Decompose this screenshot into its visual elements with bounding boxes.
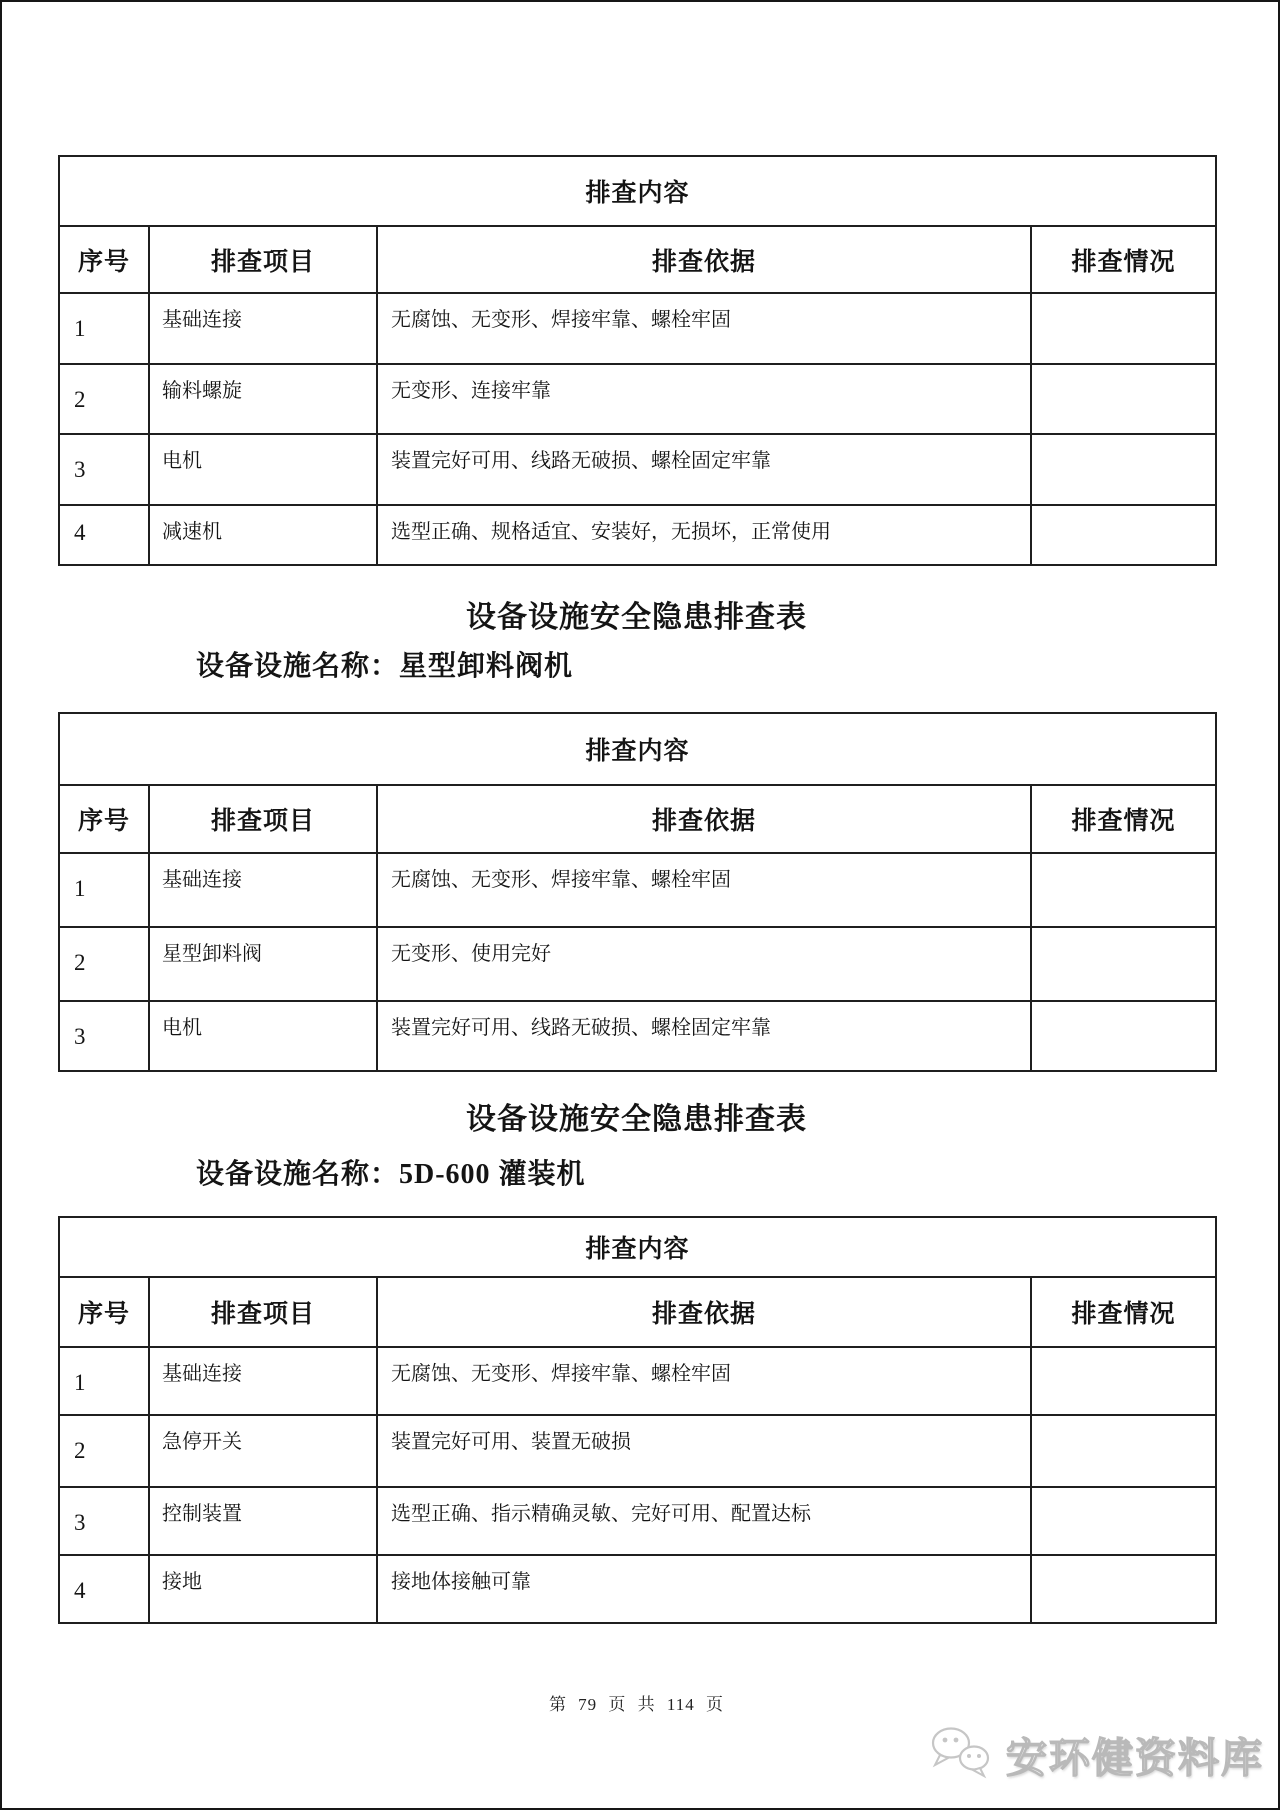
content-header: 排查内容 [59,713,1216,785]
table-row [59,927,1216,1001]
basis-cell: 无腐蚀、无变形、焊接牢靠、螺栓牢固 [377,293,1031,364]
col-header-basis: 排查依据 [377,785,1031,853]
page-footer: 第 79 页 共 114 页 [548,1695,725,1714]
serial-cell: 3 [59,1001,149,1071]
col-header-item: 排查项目 [149,226,377,293]
status-cell [1031,1347,1216,1415]
basis-cell: 无腐蚀、无变形、焊接牢靠、螺栓牢固 [377,1347,1031,1415]
basis-cell: 接地体接触可靠 [377,1555,1031,1623]
table-row [59,1001,1216,1071]
inspection-table-1 [58,155,1217,566]
status-cell [1031,364,1216,434]
serial-cell: 3 [59,434,149,505]
serial-cell: 1 [59,293,149,364]
table-row [59,1555,1216,1623]
col-header-basis: 排查依据 [377,1277,1031,1347]
serial-cell: 4 [59,1555,149,1623]
basis-cell: 选型正确、规格适宜、安装好，无损坏，正常使用 [377,505,1031,565]
status-cell [1031,1001,1216,1071]
basis-cell: 装置完好可用、线路无破损、螺栓固定牢靠 [377,1001,1031,1071]
serial-cell: 1 [59,1347,149,1415]
inspection-table-2 [58,712,1217,1072]
chat-bubbles-icon [926,1724,998,1785]
col-header-item: 排查项目 [149,785,377,853]
serial-cell: 1 [59,853,149,927]
content-header: 排查内容 [59,1217,1216,1277]
item-cell: 输料螺旋 [149,364,377,434]
content-header: 排查内容 [59,156,1216,226]
item-cell: 基础连接 [149,1347,377,1415]
item-cell: 急停开关 [149,1415,377,1487]
device-name-label: 设备设施名称：5D-600 灌装机 [196,1159,586,1190]
status-cell [1031,434,1216,505]
status-cell [1031,293,1216,364]
table-row [59,1415,1216,1487]
table-row [59,293,1216,364]
section-title: 设备设施安全隐患排查表 [466,601,807,634]
item-cell: 电机 [149,434,377,505]
inspection-table-3 [58,1216,1217,1624]
col-header-status: 排查情况 [1031,785,1216,853]
device-name-label: 设备设施名称：星型卸料阀机 [196,651,574,682]
item-cell: 电机 [149,1001,377,1071]
col-header-item: 排查项目 [149,1277,377,1347]
col-header-status: 排查情况 [1031,226,1216,293]
serial-cell: 2 [59,1415,149,1487]
item-cell: 星型卸料阀 [149,927,377,1001]
table-row [59,505,1216,565]
col-header-no: 序号 [59,226,149,293]
serial-cell: 2 [59,927,149,1001]
status-cell [1031,853,1216,927]
watermark-text: 安环健资料库 [1006,1735,1264,1781]
status-cell [1031,1555,1216,1623]
status-cell [1031,1487,1216,1555]
item-cell: 减速机 [149,505,377,565]
basis-cell: 无变形、连接牢靠 [377,364,1031,434]
basis-cell: 装置完好可用、线路无破损、螺栓固定牢靠 [377,434,1031,505]
serial-cell: 3 [59,1487,149,1555]
table-row [59,434,1216,505]
watermark [926,1724,1264,1785]
status-cell [1031,927,1216,1001]
col-header-no: 序号 [59,1277,149,1347]
item-cell: 基础连接 [149,293,377,364]
table-row [59,853,1216,927]
section-title: 设备设施安全隐患排查表 [466,1103,807,1136]
item-cell: 基础连接 [149,853,377,927]
item-cell: 接地 [149,1555,377,1623]
col-header-no: 序号 [59,785,149,853]
table-row [59,1487,1216,1555]
serial-cell: 4 [59,505,149,565]
status-cell [1031,505,1216,565]
col-header-basis: 排查依据 [377,226,1031,293]
basis-cell: 选型正确、指示精确灵敏、完好可用、配置达标 [377,1487,1031,1555]
status-cell [1031,1415,1216,1487]
col-header-status: 排查情况 [1031,1277,1216,1347]
basis-cell: 装置完好可用、装置无破损 [377,1415,1031,1487]
basis-cell: 无腐蚀、无变形、焊接牢靠、螺栓牢固 [377,853,1031,927]
table-row [59,1347,1216,1415]
table-row [59,364,1216,434]
item-cell: 控制装置 [149,1487,377,1555]
basis-cell: 无变形、使用完好 [377,927,1031,1001]
serial-cell: 2 [59,364,149,434]
